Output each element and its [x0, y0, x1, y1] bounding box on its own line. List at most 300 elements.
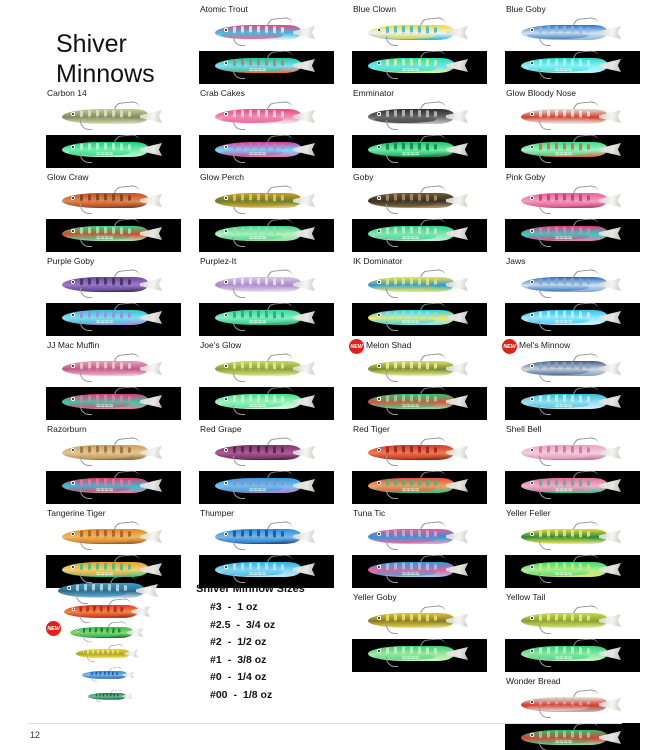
- glow-highlight: ≈≈≈≈: [555, 655, 573, 662]
- lure-illustration: [368, 361, 468, 378]
- lure-photo-pair: [199, 269, 334, 337]
- lure-belly: [68, 536, 130, 543]
- glow-highlight: ≈≈≈≈: [96, 151, 114, 158]
- lure-illustration: [215, 25, 315, 42]
- lure-photo-glow: [505, 555, 640, 588]
- lure-card: [505, 4, 640, 88]
- lure-illustration: [521, 562, 621, 579]
- lure-card: [352, 508, 487, 592]
- lure-eye: [224, 364, 228, 368]
- lure-illustration: [521, 361, 621, 378]
- lure-eye: [530, 196, 534, 200]
- lure-photo-daylight: [352, 185, 487, 219]
- size-separator: -: [233, 688, 238, 701]
- size-row: [196, 601, 346, 613]
- lure-eye: [530, 448, 534, 452]
- glow-highlight: ≈≈≈≈: [555, 571, 573, 578]
- lure-photo-daylight: [46, 269, 181, 303]
- lure-photo-daylight: [199, 17, 334, 51]
- lure-illustration: [215, 142, 315, 159]
- glow-highlight: ≈≈≈≈: [402, 403, 420, 410]
- lure-eye: [71, 313, 75, 317]
- lure-eye: [377, 229, 381, 233]
- treble-hook-icon: [539, 321, 551, 331]
- lure-eye: [71, 145, 75, 149]
- lure-color-name: Blue Goby: [506, 4, 546, 14]
- lure-belly: [80, 653, 118, 657]
- lure-color-name: Melon Shad: [366, 340, 412, 350]
- lure-eye: [71, 229, 75, 233]
- lure-illustration: [368, 394, 468, 411]
- treble-hook-icon: [233, 456, 245, 466]
- lure-eye: [71, 532, 75, 536]
- treble-hook-icon: [233, 153, 245, 163]
- lure-eye: [377, 397, 381, 401]
- treble-hook-icon: [539, 624, 551, 634]
- lure-photo-daylight: [46, 101, 181, 135]
- lure-card: [505, 592, 640, 676]
- glow-highlight: ≈≈≈≈: [402, 235, 420, 242]
- size-label: #2: [210, 636, 222, 648]
- size-weight: 1/4 oz: [237, 671, 267, 683]
- lure-color-name: Mel's Minnow: [519, 340, 571, 350]
- lure-photo-pair: [352, 17, 487, 85]
- lure-eye: [71, 280, 75, 284]
- treble-hook-icon: [91, 677, 97, 682]
- treble-hook-icon: [233, 540, 245, 550]
- treble-hook-icon: [539, 204, 551, 214]
- treble-hook-icon: [80, 153, 92, 163]
- lure-illustration: [368, 529, 468, 546]
- lure-photo-pair: [46, 269, 181, 337]
- lure-eye: [67, 586, 71, 590]
- lure-card: [199, 424, 334, 508]
- lure-belly: [527, 536, 589, 543]
- lure-photo-pair: [46, 185, 181, 253]
- glow-highlight: ≈≈≈≈: [402, 151, 420, 158]
- lure-photo-pair: [505, 689, 640, 750]
- glow-highlight: ≈≈≈≈: [249, 571, 267, 578]
- lure-belly: [91, 696, 118, 699]
- lure-photo-daylight: [505, 17, 640, 51]
- lure-color-name: Glow Perch: [200, 172, 244, 182]
- lure-illustration: [82, 671, 134, 680]
- treble-hook-icon: [539, 372, 551, 382]
- grid-cell-empty: [46, 4, 181, 88]
- lure-photo-glow: [505, 471, 640, 504]
- lure-eye: [377, 616, 381, 620]
- lure-illustration: [215, 529, 315, 546]
- lure-photo-glow: [352, 639, 487, 672]
- lure-illustration: [215, 193, 315, 210]
- lure-card: [352, 172, 487, 256]
- lure-eye: [377, 112, 381, 116]
- lure-eye: [530, 700, 534, 704]
- lure-color-name: Pink Goby: [506, 172, 546, 182]
- lure-photo-glow: [505, 387, 640, 420]
- lure-belly: [374, 536, 436, 543]
- lure-color-name: Yeller Goby: [353, 592, 397, 602]
- lure-belly: [85, 675, 117, 679]
- size-row: [196, 671, 346, 683]
- lure-belly: [527, 116, 589, 123]
- lure-eye: [530, 112, 534, 116]
- lure-photo-daylight: [352, 437, 487, 471]
- lure-eye: [71, 196, 75, 200]
- treble-hook-icon: [80, 204, 92, 214]
- lure-photo-daylight: [505, 605, 640, 639]
- lure-illustration: [521, 109, 621, 126]
- lure-card: [505, 172, 640, 256]
- lure-belly: [64, 590, 126, 597]
- lure-illustration: [62, 361, 162, 378]
- lure-illustration: [58, 583, 158, 600]
- treble-hook-icon: [80, 540, 92, 550]
- glow-highlight: ≈≈≈≈: [555, 235, 573, 242]
- lure-illustration: [215, 478, 315, 495]
- lure-photo-glow: [46, 303, 181, 336]
- lure-belly: [527, 368, 589, 375]
- lure-card: [199, 256, 334, 340]
- lure-card: [199, 508, 334, 592]
- glow-highlight: ≈≈≈≈: [555, 319, 573, 326]
- glow-highlight: ≈≈≈≈: [402, 67, 420, 74]
- lure-size-stack: [46, 583, 186, 728]
- lure-belly: [374, 32, 436, 39]
- lure-illustration: [368, 613, 468, 630]
- lure-eye: [224, 565, 228, 569]
- treble-hook-icon: [80, 321, 92, 331]
- lure-eye: [72, 608, 75, 611]
- lure-belly: [527, 32, 589, 39]
- lure-eye: [530, 313, 534, 317]
- size-label: #1: [210, 653, 222, 666]
- glow-highlight: ≈≈≈≈: [402, 655, 420, 662]
- lure-eye: [530, 229, 534, 233]
- size-label: #2.5: [210, 618, 231, 631]
- glow-highlight: ≈≈≈≈: [402, 487, 420, 494]
- treble-hook-icon: [386, 405, 398, 415]
- lure-belly: [527, 200, 589, 207]
- lure-photo-glow: [199, 387, 334, 420]
- lure-eye: [377, 649, 381, 653]
- size-row: [196, 689, 346, 701]
- lure-illustration: [215, 310, 315, 327]
- lure-illustration: [521, 613, 621, 630]
- lure-photo-daylight: [505, 185, 640, 219]
- lure-eye: [82, 651, 84, 653]
- lure-eye: [377, 364, 381, 368]
- lure-belly: [374, 620, 436, 627]
- lure-photo-daylight: [199, 437, 334, 471]
- lure-eye: [224, 112, 228, 116]
- lure-eye: [530, 733, 534, 737]
- lure-eye: [377, 448, 381, 452]
- lure-photo-glow: [505, 723, 640, 750]
- glow-highlight: ≈≈≈≈: [249, 151, 267, 158]
- treble-hook-icon: [233, 372, 245, 382]
- lure-photo-daylight: [505, 437, 640, 471]
- lure-color-name: Emminator: [353, 88, 395, 98]
- lure-eye: [377, 145, 381, 149]
- lure-illustration: [215, 58, 315, 75]
- lure-color-name: Wonder Bread: [506, 676, 561, 686]
- glow-highlight: ≈≈≈≈: [249, 487, 267, 494]
- treble-hook-icon: [233, 288, 245, 298]
- size-weight: 1 oz: [237, 601, 258, 613]
- lure-photo-pair: [505, 605, 640, 673]
- treble-hook-icon: [233, 69, 245, 79]
- size-weight: 3/8 oz: [237, 653, 267, 666]
- lure-photo-glow: [199, 303, 334, 336]
- lure-eye: [530, 364, 534, 368]
- lure-eye: [377, 565, 381, 569]
- lure-illustration: [215, 277, 315, 294]
- lure-color-name: Tangerine Tiger: [47, 508, 106, 518]
- lure-eye: [530, 28, 534, 32]
- treble-hook-icon: [539, 36, 551, 46]
- glow-highlight: ≈≈≈≈: [555, 487, 573, 494]
- glow-highlight: ≈≈≈≈: [249, 67, 267, 74]
- lure-eye: [224, 280, 228, 284]
- treble-hook-icon: [539, 237, 551, 247]
- treble-hook-icon: [539, 489, 551, 499]
- lure-illustration: [368, 193, 468, 210]
- lure-belly: [527, 284, 589, 291]
- lure-illustration: [521, 529, 621, 546]
- lure-photo-daylight: [505, 269, 640, 303]
- treble-hook-icon: [233, 489, 245, 499]
- lure-photo-pair: [352, 269, 487, 337]
- lure-photo-daylight: [199, 521, 334, 555]
- treble-hook-icon: [80, 120, 92, 130]
- size-label: #3: [210, 601, 222, 613]
- lure-eye: [224, 229, 228, 233]
- lure-eye: [377, 313, 381, 317]
- lure-eye: [71, 565, 75, 569]
- lure-eye: [224, 532, 228, 536]
- lure-photo-pair: [505, 269, 640, 337]
- lure-card: [352, 88, 487, 172]
- lure-photo-daylight: [46, 521, 181, 555]
- lure-card: [505, 424, 640, 508]
- glow-highlight: ≈≈≈≈: [249, 319, 267, 326]
- new-badge: NEW: [46, 621, 61, 636]
- lure-illustration: [368, 478, 468, 495]
- lure-eye: [224, 28, 228, 32]
- lure-card: [352, 256, 487, 340]
- glow-highlight: ≈≈≈≈: [249, 235, 267, 242]
- lure-photo-glow: [199, 471, 334, 504]
- lure-eye: [530, 397, 534, 401]
- glow-highlight: ≈≈≈≈: [555, 67, 573, 74]
- lure-belly: [221, 452, 283, 459]
- lure-color-name: Purplez-It: [200, 256, 237, 266]
- lure-photo-pair: [505, 185, 640, 253]
- lure-photo-pair: [199, 17, 334, 85]
- lure-photo-daylight: [199, 185, 334, 219]
- lure-photo-glow: [505, 219, 640, 252]
- lure-color-name: IK Dominator: [353, 256, 403, 266]
- treble-hook-icon: [386, 372, 398, 382]
- lure-eye: [377, 28, 381, 32]
- treble-hook-icon: [233, 405, 245, 415]
- lure-photo-glow: [352, 471, 487, 504]
- glow-highlight: ≈≈≈≈: [402, 319, 420, 326]
- lure-card: [352, 4, 487, 88]
- lure-color-name: Thumper: [200, 508, 235, 518]
- lure-eye: [224, 313, 228, 317]
- lure-card: [199, 4, 334, 88]
- lure-color-name: Shell Bell: [506, 424, 542, 434]
- treble-hook-icon: [80, 372, 92, 382]
- lure-photo-pair: [199, 353, 334, 421]
- lure-photo-daylight: [352, 605, 487, 639]
- glow-highlight: ≈≈≈≈: [555, 151, 573, 158]
- treble-hook-icon: [76, 594, 88, 604]
- lure-illustration: [521, 142, 621, 159]
- page-title: Shiver Minnows: [56, 29, 155, 88]
- new-badge: NEW: [349, 339, 364, 354]
- lure-photo-pair: [505, 521, 640, 589]
- treble-hook-icon: [386, 540, 398, 550]
- size-separator: -: [227, 653, 232, 666]
- lure-illustration: [368, 562, 468, 579]
- treble-hook-icon: [96, 698, 101, 702]
- lure-photo-pair: [352, 185, 487, 253]
- lure-photo-pair: [505, 17, 640, 85]
- lure-eye: [530, 145, 534, 149]
- lure-card: [352, 424, 487, 508]
- lure-illustration: [521, 394, 621, 411]
- treble-hook-icon: [386, 153, 398, 163]
- lure-photo-pair: [352, 437, 487, 505]
- lure-illustration: [62, 142, 162, 159]
- lure-photo-daylight: [505, 521, 640, 555]
- lure-card: [46, 256, 181, 340]
- lure-illustration: [521, 697, 621, 714]
- lure-illustration: [521, 445, 621, 462]
- lure-card: [199, 88, 334, 172]
- lure-color-name: Yeller Feller: [506, 508, 551, 518]
- treble-hook-icon: [386, 36, 398, 46]
- treble-hook-icon: [80, 288, 92, 298]
- lure-illustration: [76, 649, 138, 660]
- treble-hook-icon: [386, 69, 398, 79]
- lure-eye: [224, 481, 228, 485]
- lure-card: [352, 592, 487, 676]
- size-row: [196, 619, 346, 631]
- lure-photo-glow: [505, 639, 640, 672]
- lure-illustration: [88, 693, 132, 700]
- glow-highlight: ≈≈≈≈: [555, 403, 573, 410]
- lure-photo-daylight: [352, 521, 487, 555]
- size-chart-rows: [196, 601, 346, 701]
- treble-hook-icon: [539, 741, 551, 750]
- lure-eye: [224, 196, 228, 200]
- treble-hook-icon: [80, 573, 92, 583]
- lure-photo-pair: [352, 353, 487, 421]
- treble-hook-icon: [233, 120, 245, 130]
- treble-hook-icon: [80, 237, 92, 247]
- lure-belly: [221, 200, 283, 207]
- lure-belly: [68, 368, 130, 375]
- lure-eye: [224, 61, 228, 65]
- treble-hook-icon: [539, 153, 551, 163]
- lure-eye: [530, 481, 534, 485]
- size-weight: 1/8 oz: [243, 688, 273, 701]
- lure-illustration: [368, 25, 468, 42]
- lure-belly: [68, 284, 130, 291]
- lure-belly: [221, 116, 283, 123]
- glow-highlight: ≈≈≈≈: [96, 319, 114, 326]
- lure-illustration: [368, 310, 468, 327]
- lure-illustration: [215, 226, 315, 243]
- lure-color-name: Glow Craw: [47, 172, 89, 182]
- lure-photo-glow: [352, 51, 487, 84]
- lure-illustration: [521, 58, 621, 75]
- lure-belly: [374, 284, 436, 291]
- glow-highlight: ≈≈≈≈: [249, 403, 267, 410]
- lure-belly: [374, 200, 436, 207]
- treble-hook-icon: [539, 405, 551, 415]
- treble-hook-icon: [233, 237, 245, 247]
- treble-hook-icon: [386, 237, 398, 247]
- treble-hook-icon: [80, 489, 92, 499]
- lure-card: [505, 88, 640, 172]
- lure-illustration: [521, 478, 621, 495]
- lure-card: [199, 340, 334, 424]
- lure-photo-glow: [199, 51, 334, 84]
- lure-belly: [68, 452, 130, 459]
- glow-highlight: ≈≈≈≈: [96, 403, 114, 410]
- lure-card: [199, 172, 334, 256]
- lure-illustration: [521, 226, 621, 243]
- lure-photo-pair: [352, 521, 487, 589]
- lure-photo-daylight: [352, 353, 487, 387]
- lure-illustration: [62, 310, 162, 327]
- page-number: 12: [30, 730, 41, 740]
- lure-eye: [71, 364, 75, 368]
- size-chart-heading: Shiver Minnow Sizes: [196, 583, 305, 595]
- lure-belly: [527, 620, 589, 627]
- treble-hook-icon: [386, 120, 398, 130]
- lure-belly: [68, 200, 130, 207]
- lure-illustration: [521, 310, 621, 327]
- lure-photo-glow: [46, 387, 181, 420]
- lure-belly: [374, 452, 436, 459]
- size-weight: 1/2 oz: [237, 636, 267, 648]
- treble-hook-icon: [233, 321, 245, 331]
- lure-photo-daylight: [352, 269, 487, 303]
- lure-photo-daylight: [46, 353, 181, 387]
- lure-eye: [224, 448, 228, 452]
- lure-eye: [530, 649, 534, 653]
- lure-eye: [377, 61, 381, 65]
- lure-eye: [71, 112, 75, 116]
- lure-card: [505, 256, 640, 340]
- lure-eye: [530, 280, 534, 284]
- lure-photo-glow: [505, 51, 640, 84]
- lure-eye: [71, 481, 75, 485]
- lure-eye: [377, 532, 381, 536]
- lure-eye: [377, 196, 381, 200]
- lure-card: [46, 172, 181, 256]
- lure-color-name: Blue Clown: [353, 4, 396, 14]
- lure-photo-glow: [46, 135, 181, 168]
- lure-illustration: [62, 562, 162, 579]
- treble-hook-icon: [539, 573, 551, 583]
